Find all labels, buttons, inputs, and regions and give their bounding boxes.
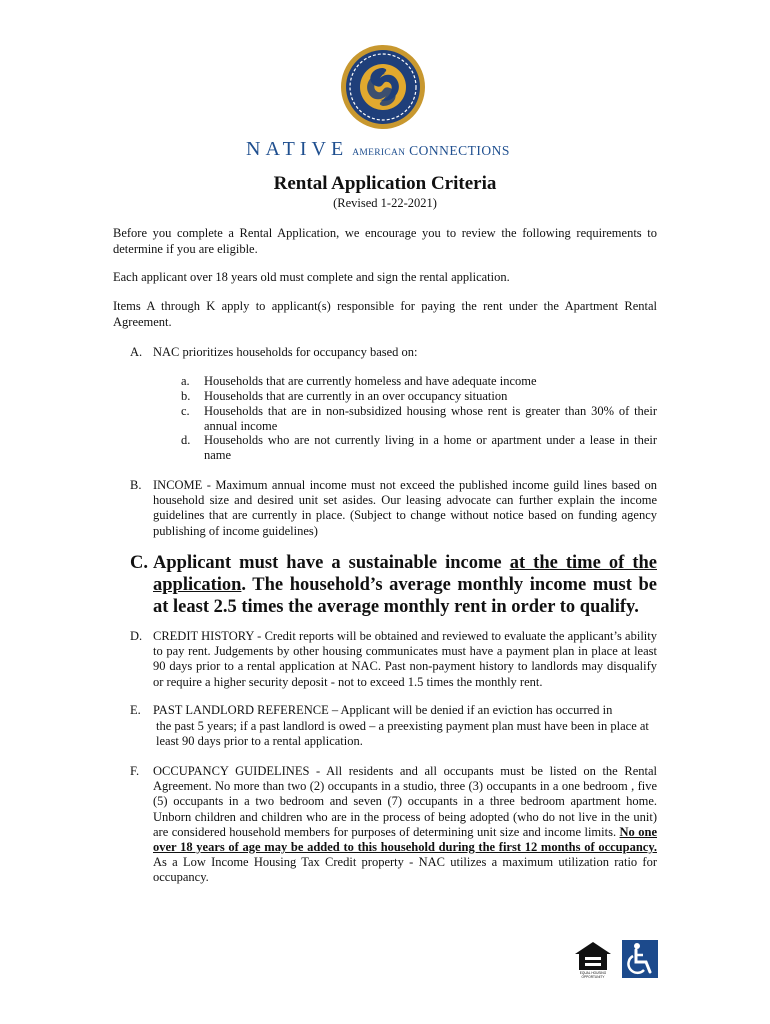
item-f (130, 764, 657, 886)
nac-logo (246, 44, 522, 160)
item-text: OCCUPANCY GUIDELINES - All residents and all occupants must be listed on the Rental Agreement. No more than two (2) occupants in a studio, three (3) occupants in a one bedroom , five (5) occupants in a two bedroom and seven (7) occupants in a three bedroom apartment home. Unborn children and children who are in the process of being adopted (who do not live in the unit) are considered household members for purposes of determining unit size and income limits. No one over 18 years of age may be added to this household during the first 12 months of occupancy. As a Low Income Housing Tax Credit property - NAC utilizes a maximum utilization ratio for occupancy. (153, 764, 658, 885)
item-c (130, 552, 657, 618)
subitem-d (181, 433, 657, 463)
equal-housing-opportunity-icon (573, 940, 613, 982)
subitem-b (181, 389, 657, 404)
underlined-phrase: at the time of the application (153, 553, 657, 595)
subitem-label: d. (181, 433, 191, 447)
subitem-text: Households who are not currently living in a home or apartment under a lease in their name (204, 433, 657, 462)
item-label: A. (130, 345, 143, 359)
item-text-line1: PAST LANDLORD REFERENCE – Applicant will be denied if an eviction has occurred in (153, 703, 613, 717)
revised-date: (Revised 1-22-2021) (333, 196, 437, 210)
item-label: E. (130, 703, 141, 717)
subitem-text: Households that are currently homeless and have adequate income (204, 374, 537, 388)
intro-paragraph-3: Items A through K apply to applicant(s) responsible for paying the rent under the Apartment Rental Agreement. (113, 299, 657, 329)
item-label: B. (130, 478, 142, 492)
subitem-text: Households that are currently in an over occupancy situation (204, 389, 508, 403)
item-d (130, 629, 657, 690)
subitem-label: a. (181, 374, 190, 388)
subitem-label: b. (181, 389, 191, 403)
item-label: C. (130, 553, 148, 573)
item-a (130, 345, 657, 360)
subitem-a (181, 374, 657, 389)
item-text: INCOME - Maximum annual income must not exceed the published income guild lines based on household size and desired unit set asides. Our leasing advocate can further explain the income guidelines that are currently in place. (Subject to change without notice based on funding agency publishing of income guidelines) (153, 478, 657, 538)
wheelchair-accessible-icon (622, 940, 658, 978)
logo-wordmark (246, 138, 522, 161)
item-label: D. (130, 629, 143, 643)
item-label: F. (130, 764, 140, 778)
item-text: NAC prioritizes households for occupancy based on: (153, 345, 418, 359)
item-text: Applicant must have a sustainable income at the time of the application. The household’s average monthly income must be at least 2.5 times the average monthly rent in order to qualify. (153, 553, 657, 617)
bold-underlined-rule: No one over 18 years of age may be added to this household during the first 12 months of occupancy. (153, 824, 658, 855)
logo-american-connections: AMERICAN CONNECTIONS (352, 143, 510, 158)
nac-emblem-icon (340, 44, 426, 130)
logo-native: NATIVE (246, 138, 349, 160)
item-text: CREDIT HISTORY - Credit reports will be obtained and reviewed to evaluate the applicant’s ability to pay rent. Judgements by other housing communicates must have a payment plan in place at least 90 days prior to a rental application at NAC. Past non-payment history to landlords may disqualify or require a higher security deposit - not to exceed 1.5 times the monthly rent. (153, 629, 657, 689)
item-b (130, 478, 657, 539)
item-text-rest: the past 5 years; if a past landlord is owed – a preexisting payment plan must have been in place at least 90 days prior to a rental application. (156, 718, 649, 748)
intro-paragraph-1: Before you complete a Rental Application, we encourage you to review the following requirements to determine if you are eligible. (113, 226, 657, 256)
item-e (130, 703, 657, 750)
subitem-text: Households that are in non-subsidized housing whose rent is greater than 30% of their annual income (204, 404, 657, 433)
intro-paragraph-2: Each applicant over 18 years old must complete and sign the rental application. (113, 270, 510, 284)
subitem-label: c. (181, 404, 190, 418)
eho-caption: EQUAL HOUSING OPPORTUNITY (579, 971, 607, 979)
subitem-c (181, 404, 657, 434)
page-title: Rental Application Criteria (273, 173, 497, 194)
